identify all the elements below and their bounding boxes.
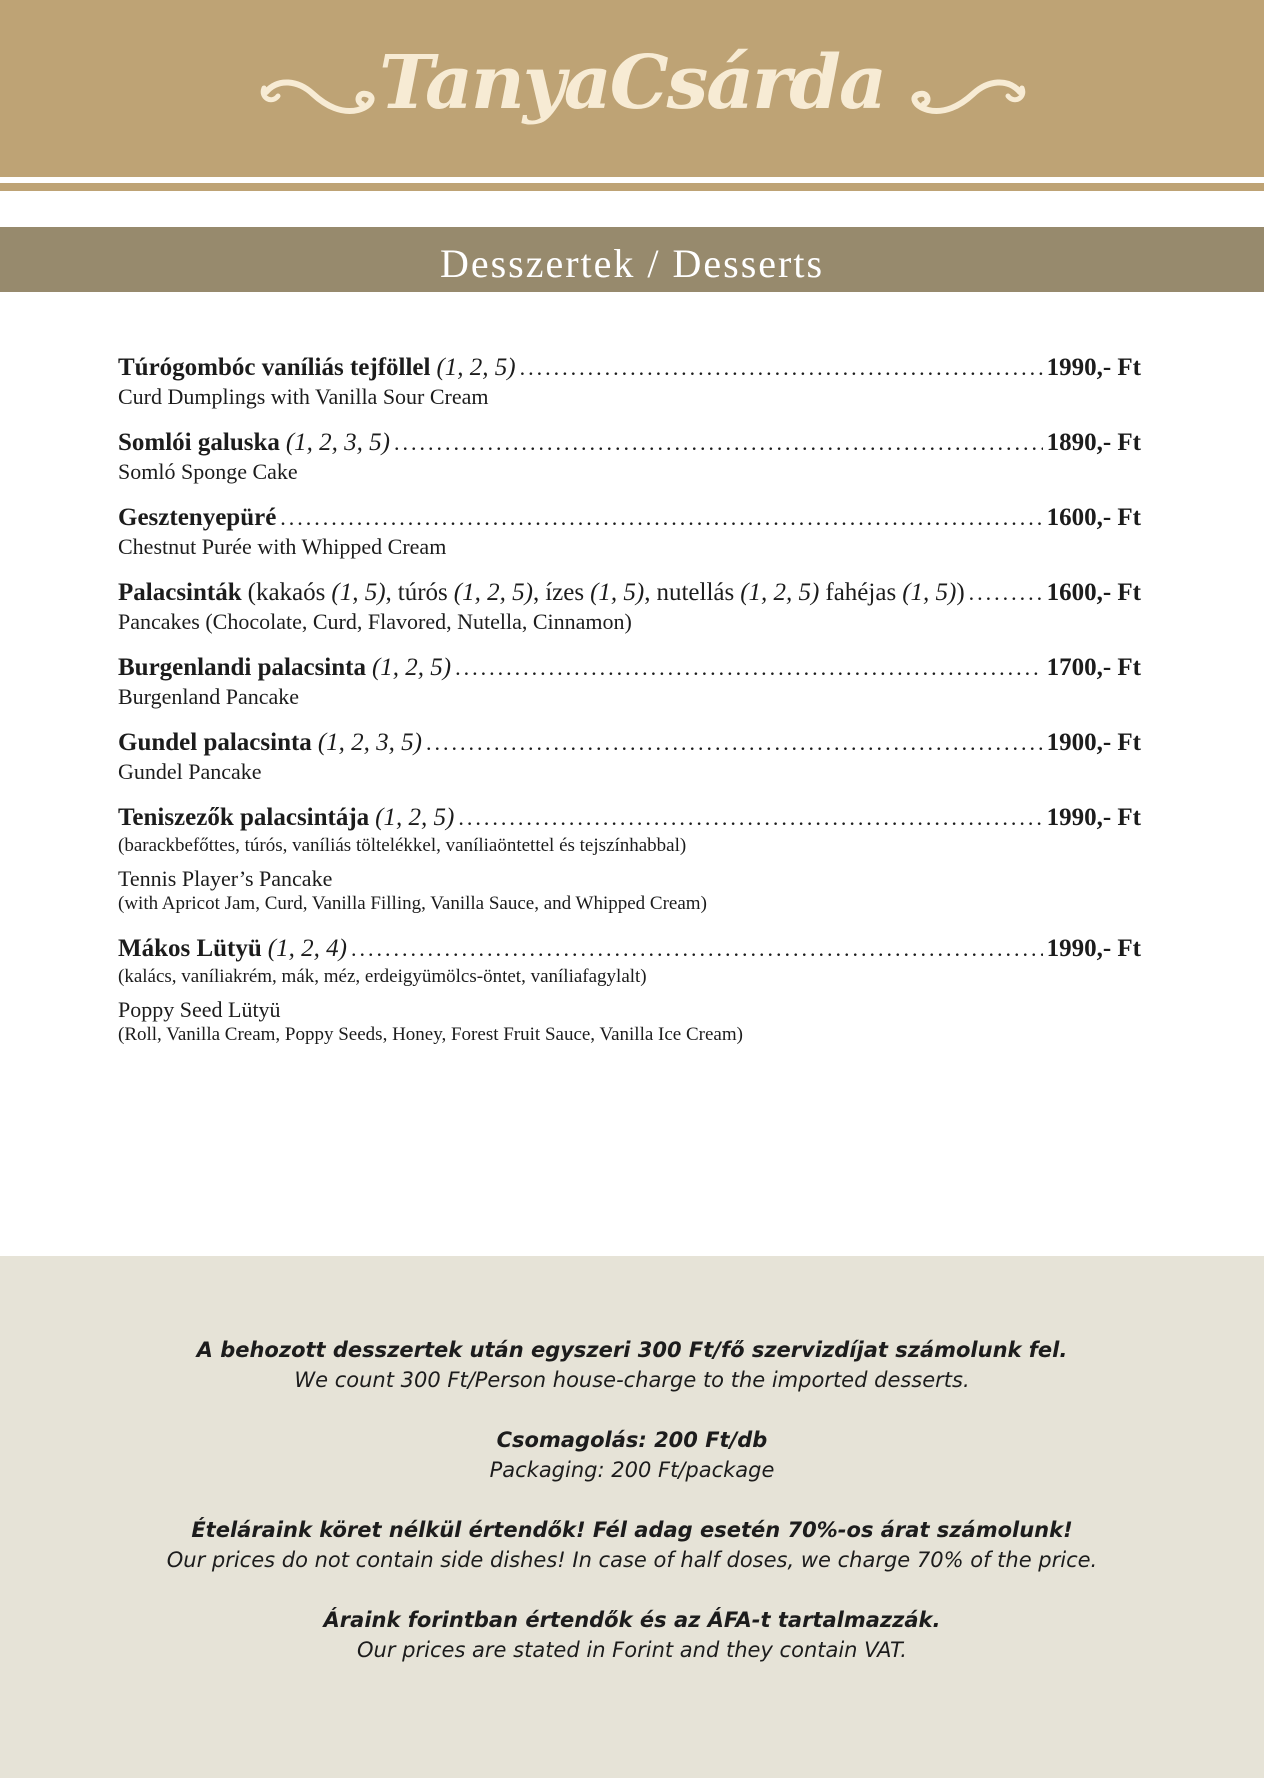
footer-note-hungarian: Ételáraink köret nélkül értendők! Fél adag esetén 70%-os árat számolunk!	[191, 1518, 1073, 1542]
menu-item	[118, 352, 1141, 410]
item-english: Chestnut Purée with Whipped Cream	[118, 534, 447, 559]
variant-label: nutellás	[656, 579, 735, 606]
item-english-description: (Roll, Vanilla Cream, Poppy Seeds, Honey, Forest Fruit Sauce, Vanilla Ice Cream)	[118, 1024, 743, 1045]
variant-label: túrós	[397, 579, 448, 606]
dot-leader	[351, 933, 1043, 965]
item-price: 1890,- Ft	[1046, 429, 1141, 456]
dot-leader	[426, 727, 1043, 759]
item-price: 1990,- Ft	[1046, 354, 1141, 381]
variant-separator: )	[956, 579, 965, 606]
item-english: Poppy Seed Lütyü	[118, 997, 281, 1022]
variant-allergens: (1, 2, 5)	[740, 579, 820, 606]
item-name: Burgenlandi palacsinta	[118, 654, 366, 681]
item-english: Gundel Pancake	[118, 759, 262, 784]
menu-item	[118, 427, 1141, 485]
item-price: 1990,- Ft	[1046, 804, 1141, 831]
item-english: Curd Dumplings with Vanilla Sour Cream	[118, 384, 489, 409]
variant-separator: ,	[532, 579, 540, 606]
variant-separator: ,	[644, 579, 651, 606]
variant-allergens: (1, 5)	[902, 579, 957, 606]
menu-item	[118, 502, 1141, 560]
item-price: 1600,- Ft	[1046, 579, 1141, 606]
variant-label: (kakaós	[247, 579, 326, 606]
footer-note-hungarian: A behozott desszertek után egyszeri 300 Ft/fő szervizdíjat számolunk fel.	[196, 1338, 1068, 1362]
dot-leader	[458, 802, 1042, 834]
item-english: Burgenland Pancake	[118, 684, 300, 709]
footer-note	[0, 1605, 1264, 1665]
dot-leader	[280, 502, 1042, 534]
item-description: (kalács, vaníliakrém, mák, méz, erdeigyümölcs-öntet, vaníliafagylalt)	[118, 966, 647, 987]
item-name: Palacsinták	[118, 579, 242, 606]
variant-allergens: (1, 5)	[331, 579, 386, 606]
flourish-ornament-icon	[898, 70, 1028, 130]
variant-allergens: (1, 5)	[590, 579, 645, 606]
menu-item	[118, 652, 1141, 710]
section-title: Desszertek / Desserts	[439, 241, 825, 286]
variant-allergens: (1, 2, 5)	[453, 579, 533, 606]
item-name: Gesztenyepüré	[118, 504, 277, 531]
item-allergens: (1, 2, 3, 5)	[317, 729, 422, 756]
item-name: Túrógombóc vaníliás tejföllel	[118, 354, 431, 381]
footer-note-english: Our prices are stated in Forint and they contain VAT.	[357, 1638, 907, 1662]
restaurant-name: TanyaCsárda	[379, 40, 885, 126]
dot-leader	[969, 577, 1043, 609]
item-name: Teniszezők palacsintája	[118, 804, 370, 831]
item-price: 1600,- Ft	[1046, 504, 1141, 531]
header-divider	[0, 183, 1264, 191]
item-price: 1990,- Ft	[1046, 935, 1141, 962]
footer-note-english: Our prices do not contain side dishes! In case of half doses, we charge 70% of the price.	[166, 1548, 1098, 1572]
footer-note-hungarian: Csomagolás: 200 Ft/db	[496, 1428, 768, 1452]
item-description: (barackbefőttes, túrós, vaníliás töltelékkel, vaníliaöntettel és tejszínhabbal)	[118, 835, 687, 856]
footer-note	[0, 1425, 1264, 1485]
dot-leader	[394, 427, 1043, 459]
footer-notes	[0, 1335, 1264, 1695]
variant-label: ízes	[545, 579, 585, 606]
menu-list	[118, 352, 1141, 1064]
item-english: Tennis Player’s Pancake	[118, 866, 333, 891]
item-allergens: (1, 2, 5)	[371, 654, 452, 681]
footer-note	[0, 1335, 1264, 1395]
item-english: Somló Sponge Cake	[118, 459, 298, 484]
variant-separator: ,	[385, 579, 392, 606]
item-price: 1700,- Ft	[1046, 654, 1141, 681]
menu-item	[118, 802, 1141, 916]
footer-note-english: We count 300 Ft/Person house-charge to the imported desserts.	[294, 1368, 970, 1392]
variant-label: fahéjas	[825, 579, 897, 606]
item-allergens: (1, 2, 5)	[375, 804, 455, 831]
menu-item	[118, 577, 1141, 635]
item-allergens: (1, 2, 4)	[267, 935, 347, 962]
item-name: Mákos Lütyü	[118, 935, 262, 962]
item-allergens: (1, 2, 3, 5)	[285, 429, 391, 456]
item-allergens: (1, 2, 5)	[436, 354, 516, 381]
footer-note	[0, 1515, 1264, 1575]
item-name: Gundel palacsinta	[118, 729, 312, 756]
dot-leader	[455, 652, 1042, 684]
menu-item	[118, 933, 1141, 1047]
dot-leader	[520, 352, 1043, 384]
item-price: 1900,- Ft	[1046, 729, 1141, 756]
menu-item	[118, 727, 1141, 785]
footer-note-english: Packaging: 200 Ft/package	[489, 1458, 775, 1482]
item-english-description: (with Apricot Jam, Curd, Vanilla Filling, Vanilla Sauce, and Whipped Cream)	[118, 893, 707, 914]
item-english: Pancakes (Chocolate, Curd, Flavored, Nutella, Cinnamon)	[118, 609, 632, 634]
footer-note-hungarian: Áraink forintban értendők és az ÁFA-t tartalmazzák.	[323, 1608, 941, 1632]
item-name: Somlói galuska	[118, 429, 280, 456]
